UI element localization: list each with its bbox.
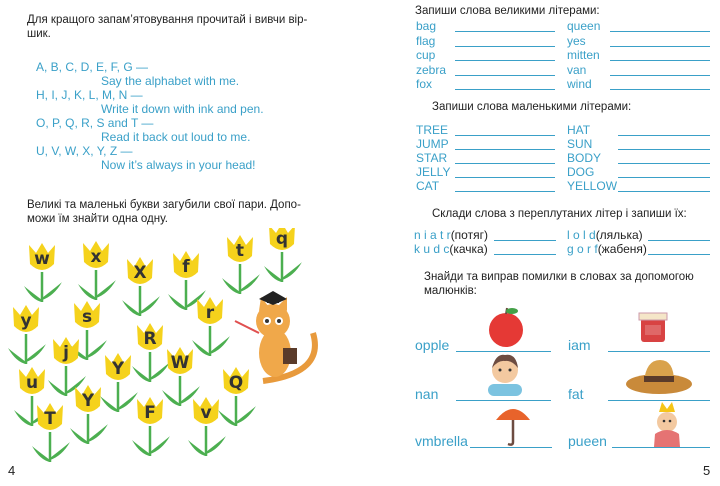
word-to-uppercase: zebra [416, 62, 447, 77]
poem-letters: O, P, Q, R, S and T — [36, 116, 154, 130]
tulip-letter: X [133, 263, 147, 283]
tulip-letter: W [170, 353, 190, 373]
tulip-letter: s [81, 307, 93, 327]
word-to-uppercase: queen [567, 19, 601, 33]
tulip[interactable] [218, 367, 256, 426]
poem-letters: H, I, J, K, L, M, N — [36, 88, 143, 102]
answer-line[interactable] [494, 240, 556, 241]
answer-line[interactable] [610, 31, 710, 32]
tulip[interactable] [24, 243, 62, 302]
tulip-letter: j [63, 343, 69, 363]
answer-line[interactable] [455, 149, 555, 150]
tulip-letter: w [34, 249, 50, 269]
answer-line[interactable] [648, 240, 710, 241]
exercise-4-title: Знайди та виправ помилки в словах за допомогою малюнків: [424, 271, 694, 297]
cat-illustration [235, 291, 315, 381]
word-to-lowercase: JELLY [416, 165, 451, 179]
misspelled-word: fat [568, 386, 584, 402]
tulip-letter: Y [81, 391, 95, 411]
tulip-letter: v [200, 403, 212, 423]
tulip[interactable] [8, 305, 46, 364]
answer-line[interactable] [610, 89, 710, 90]
scrambled-letters: n i a t r [414, 228, 451, 242]
word-to-lowercase: HAT [567, 123, 591, 137]
word-to-uppercase: wind [567, 77, 592, 91]
exercise-2-title: Запиши слова маленькими літерами: [432, 101, 632, 113]
word-hint: (потяг) [450, 228, 488, 242]
left-instruction-2: Великі та маленькі букви загубили свої пари. Допо- можи їм знайти одна одну. [27, 199, 301, 225]
scrambled-word [414, 242, 488, 256]
answer-line[interactable] [610, 46, 710, 47]
answer-line[interactable] [456, 400, 551, 401]
apple-picture [484, 306, 528, 348]
poem-line: Write it down with ink and pen. [101, 102, 264, 116]
word-to-lowercase: JUMP [416, 137, 449, 151]
answer-line[interactable] [455, 60, 555, 61]
answer-line[interactable] [618, 149, 710, 150]
misspelled-word: iam [568, 337, 591, 353]
tulip-letter: u [25, 373, 39, 393]
exercise-3-title: Склади слова з переплутаних літер і запиши їх: [432, 208, 687, 220]
answer-line[interactable] [618, 177, 710, 178]
word-hint: (лялька) [595, 228, 643, 242]
alphabet-poem [36, 60, 264, 172]
tulip[interactable] [32, 403, 70, 462]
tulip-letter: T [44, 409, 56, 429]
tulip-letter: R [143, 329, 157, 349]
word-hint: (качка) [449, 242, 488, 256]
answer-line[interactable] [618, 191, 710, 192]
word-to-lowercase: DOG [567, 165, 595, 179]
answer-line[interactable] [648, 254, 710, 255]
tulip-letter: x [90, 247, 102, 267]
poem-letters: U, V, W, X, Y, Z — [36, 144, 133, 158]
man-picture [484, 350, 526, 396]
scrambled-word [414, 228, 488, 242]
answer-line[interactable] [455, 46, 555, 47]
tulip[interactable] [70, 385, 108, 444]
left-instruction-1: Для кращого запам’ятовування прочитай і вивчи вір- шик. [27, 14, 308, 40]
tulip-letter: Q [228, 373, 244, 393]
word-to-lowercase: STAR [416, 151, 448, 165]
word-to-uppercase: fox [416, 77, 433, 91]
hat-picture [624, 352, 694, 396]
answer-line[interactable] [494, 254, 556, 255]
scrambled-word [567, 242, 647, 256]
word-to-uppercase: mitten [567, 48, 600, 62]
word-to-uppercase: bag [416, 19, 437, 33]
tulip-field [0, 228, 340, 468]
misspelled-word: vmbrella [415, 433, 468, 449]
tulip[interactable] [264, 228, 302, 282]
tulip[interactable] [48, 337, 86, 396]
answer-line[interactable] [455, 75, 555, 76]
word-hint: (жабеня) [597, 242, 647, 256]
word-to-lowercase: YELLOW [567, 179, 618, 193]
poem-line: Say the alphabet with me. [101, 74, 240, 88]
queen-picture [650, 400, 684, 448]
page-number-left: 4 [8, 463, 16, 478]
word-to-lowercase: BODY [567, 151, 602, 165]
tulip[interactable] [168, 251, 206, 310]
tulip-letter: t [235, 241, 245, 261]
answer-line[interactable] [455, 89, 555, 90]
misspelled-word: nan [415, 386, 439, 402]
tulip-letter: q [275, 229, 289, 249]
answer-line[interactable] [455, 135, 555, 136]
answer-line[interactable] [455, 191, 555, 192]
answer-line[interactable] [610, 75, 710, 76]
tulip-letter: Y [111, 359, 125, 379]
scrambled-letters: l o l d [567, 228, 596, 242]
poem-line: Read it back out loud to me. [101, 130, 251, 144]
tulip-letter: y [20, 311, 32, 331]
jam-jar-picture [636, 310, 670, 344]
word-to-lowercase: TREE [416, 123, 449, 137]
answer-line[interactable] [455, 31, 555, 32]
tulip-letter: r [205, 303, 215, 323]
tulip[interactable] [122, 257, 160, 316]
answer-line[interactable] [455, 163, 555, 164]
tulip[interactable] [132, 397, 170, 456]
tulip[interactable] [188, 397, 226, 456]
word-to-uppercase: van [567, 62, 587, 77]
poem-line: Now it’s always in your head! [101, 158, 256, 172]
tulip[interactable] [78, 241, 116, 300]
misspelled-word: pueen [568, 433, 607, 449]
tulip[interactable] [162, 347, 200, 406]
misspelled-word: opple [415, 337, 450, 353]
umbrella-picture [492, 402, 534, 448]
word-to-lowercase: CAT [416, 179, 440, 193]
tulip-letter: F [144, 403, 156, 423]
tulip[interactable] [192, 297, 230, 356]
word-to-uppercase: cup [416, 48, 436, 62]
tulip[interactable] [132, 323, 170, 382]
answer-line[interactable] [618, 163, 710, 164]
poem-letters: A, B, C, D, E, F, G — [36, 60, 149, 74]
tulip[interactable] [100, 353, 138, 412]
scrambled-letters: g o r f [567, 242, 598, 256]
word-to-lowercase: SUN [567, 137, 593, 151]
scrambled-word [567, 228, 643, 242]
scrambled-letters: k u d c [414, 242, 450, 256]
answer-line[interactable] [455, 177, 555, 178]
word-to-uppercase: yes [567, 33, 586, 48]
tulip-letter: f [182, 257, 190, 277]
answer-line[interactable] [618, 135, 710, 136]
tulip[interactable] [222, 235, 260, 294]
page-number-right: 5 [703, 463, 711, 478]
answer-line[interactable] [610, 60, 710, 61]
exercise-1-title: Запиши слова великими літерами: [415, 5, 600, 17]
word-to-uppercase: flag [416, 33, 436, 48]
